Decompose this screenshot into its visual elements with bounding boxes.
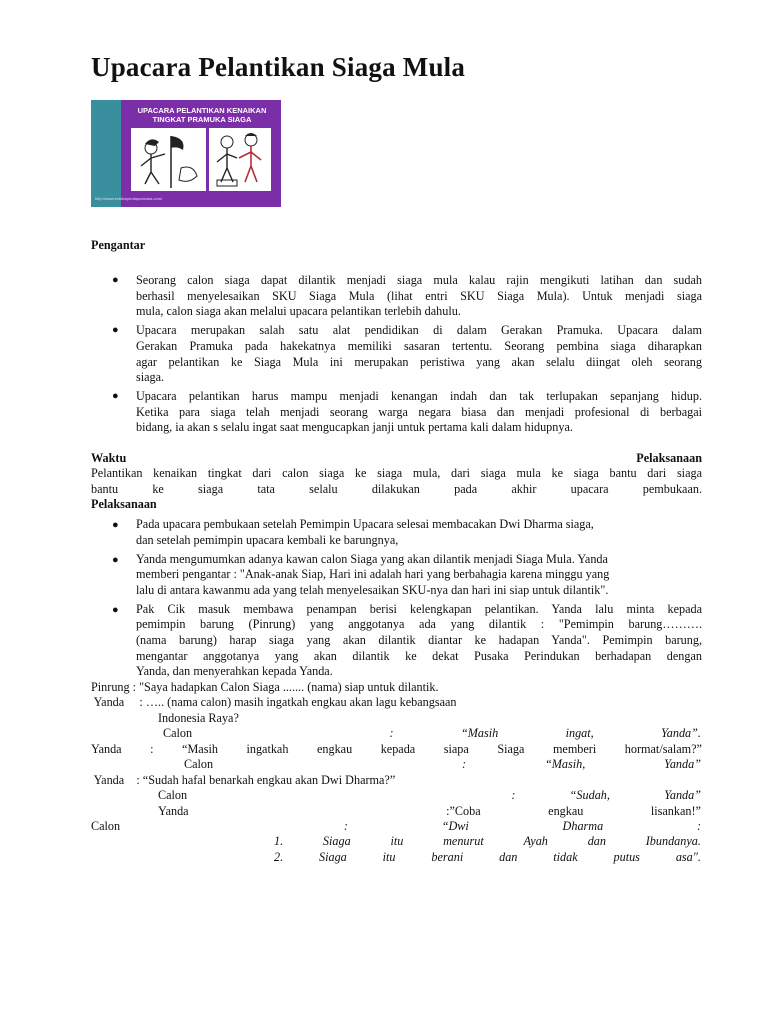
section-heading-waktu: Waktu <box>91 451 127 465</box>
dialog-line: Pinrung : "Saya hadapkan Calon Siaga ....... (nama) siap untuk dilantik. <box>91 680 439 694</box>
banner-image <box>91 100 281 207</box>
bullet-icon: ● <box>112 274 119 286</box>
illustration-left <box>131 128 206 191</box>
bullet-icon: ● <box>112 390 119 402</box>
waktu-text-line2: bantu ke siaga tata selalu dilakukan pada akhir upacara pembukaan. <box>91 482 702 496</box>
illustration-right <box>209 128 271 191</box>
dialog-line: Yanda :”Coba engkau lisankan!” <box>158 804 701 818</box>
waktu-text-line1: Pelantikan kenaikan tingkat dari calon siaga ke siaga mula, dari siaga mula ke siaga bantu dari siaga <box>91 466 702 480</box>
banner-url: http://www.ensiklopediapramuka.com/ <box>95 196 163 201</box>
section-heading-pelaksanaan: Pelaksanaan <box>91 497 157 511</box>
dialog-line: Calon : “Masih ingat, Yanda”. <box>163 726 701 740</box>
dialog-line: Yanda : “Masih ingatkah engkau kepada siapa Siaga memberi hormat/salam?” <box>91 742 702 756</box>
dialog-line: Yanda : ….. (nama calon) masih ingatkah engkau akan lagu kebangsaan <box>91 695 457 709</box>
banner-caption: UPACARA PELANTIKAN KENAIKAN TINGKAT PRAMUKA SIAGA <box>137 106 267 124</box>
section-heading-pelaksanaan-right: Pelaksanaan <box>636 451 702 465</box>
dialog-line: Calon : “Masih, Yanda” <box>184 757 701 771</box>
dialog-line: 1. Siaga itu menurut Ayah dan Ibundanya. <box>274 834 701 848</box>
dialog-line: Yanda : “Sudah hafal benarkah engkau akan Dwi Dharma?” <box>91 773 396 787</box>
dialog-line: Calon : “Sudah, Yanda” <box>158 788 701 802</box>
dialog-line: Indonesia Raya? <box>158 711 239 725</box>
bullet-icon: ● <box>112 604 119 616</box>
section-heading-pengantar: Pengantar <box>91 238 146 252</box>
dialog-line: Calon : “Dwi Dharma : <box>91 819 701 833</box>
bullet-icon: ● <box>112 554 119 566</box>
banner-stripe <box>91 100 121 207</box>
page-title: Upacara Pelantikan Siaga Mula <box>91 52 466 82</box>
bullet-icon: ● <box>112 324 119 336</box>
dialog-line: 2. Siaga itu berani dan tidak putus asa". <box>274 850 701 864</box>
bullet-icon: ● <box>112 519 119 531</box>
